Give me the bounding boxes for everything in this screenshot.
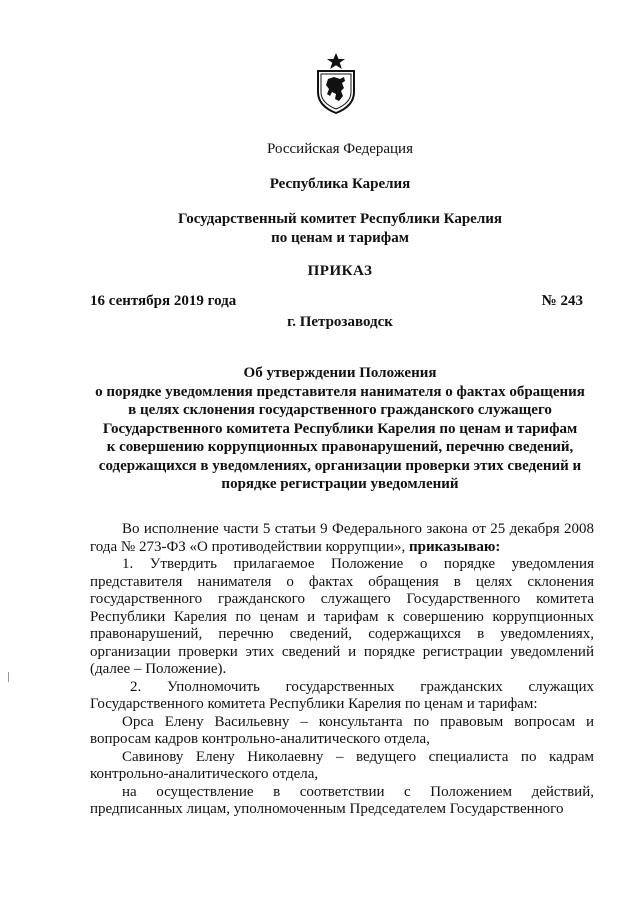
title-line: Об утверждении Положения	[243, 365, 437, 381]
document-date: 16 сентября 2019 года	[90, 293, 237, 309]
title-line: порядке регистрации уведомлений	[221, 476, 459, 492]
committee-line-2: по ценам и тарифам	[271, 230, 409, 246]
committee-name	[0, 210, 640, 248]
paragraph-person-2: Савинову Елену Николаевну – ведущего специалиста по кадрам контрольно-аналитического отдела,	[90, 748, 594, 782]
title-line: в целях склонения государственного гражданского служащего	[128, 402, 552, 418]
paragraph-1: 1. Утвердить прилагаемое Положение о порядке уведомления представителя нанимателя о фактах обращения в целях склонения государственного гражданского служащего Государственного комитета Республики Карелия по ценам и тарифам к совершению коррупционных правонарушений, перечню сведений, содержащихся в уведомлениях, организации проверки этих сведений и порядке регистрации уведомлений (далее – Положение).	[90, 556, 594, 677]
federation-label: Российская Федерация	[267, 141, 413, 157]
paragraph-person-1: Орса Елену Васильевну – консультанта по правовым вопросам и вопросам кадров контрольно-аналитического отдела,	[90, 713, 594, 747]
scan-artifact	[8, 672, 9, 682]
document-type: ПРИКАЗ	[307, 263, 373, 279]
preamble-paragraph	[90, 521, 594, 556]
title-line: содержащихся в уведомлениях, организации проверки этих сведений и	[98, 457, 582, 474]
paragraph-actions: на осуществление в соответствии с Положением действий, предписанных лицам, уполномоченным Председателем Государственного	[90, 783, 594, 817]
document-title	[90, 364, 590, 494]
republic-label: Республика Карелия	[269, 176, 411, 192]
preamble-text: Во исполнение части 5 статьи 9 Федерального закона от 25 декабря 2008 года № 273-ФЗ «О противодействии коррупции»,	[90, 521, 594, 555]
paragraph-2: 2. Уполномочить государственных гражданских служащих Государственного комитета Республики Карелия по ценам и тарифам:	[90, 678, 594, 712]
committee-line-1: Государственный комитет Республики Карелия	[178, 211, 502, 227]
order-word: приказываю:	[408, 538, 501, 555]
document-body	[90, 521, 594, 819]
document-city: г. Петрозаводск	[287, 314, 393, 330]
title-line: о порядке уведомления представителя нанимателя о фактах обращения	[95, 383, 585, 400]
karelia-coat-of-arms-icon	[314, 52, 358, 114]
title-line: к совершению коррупционных правонарушений, перечню сведений,	[106, 439, 574, 455]
title-line: Государственного комитета Республики Карелия по ценам и тарифам	[102, 420, 578, 437]
document-number: № 243	[541, 293, 583, 309]
